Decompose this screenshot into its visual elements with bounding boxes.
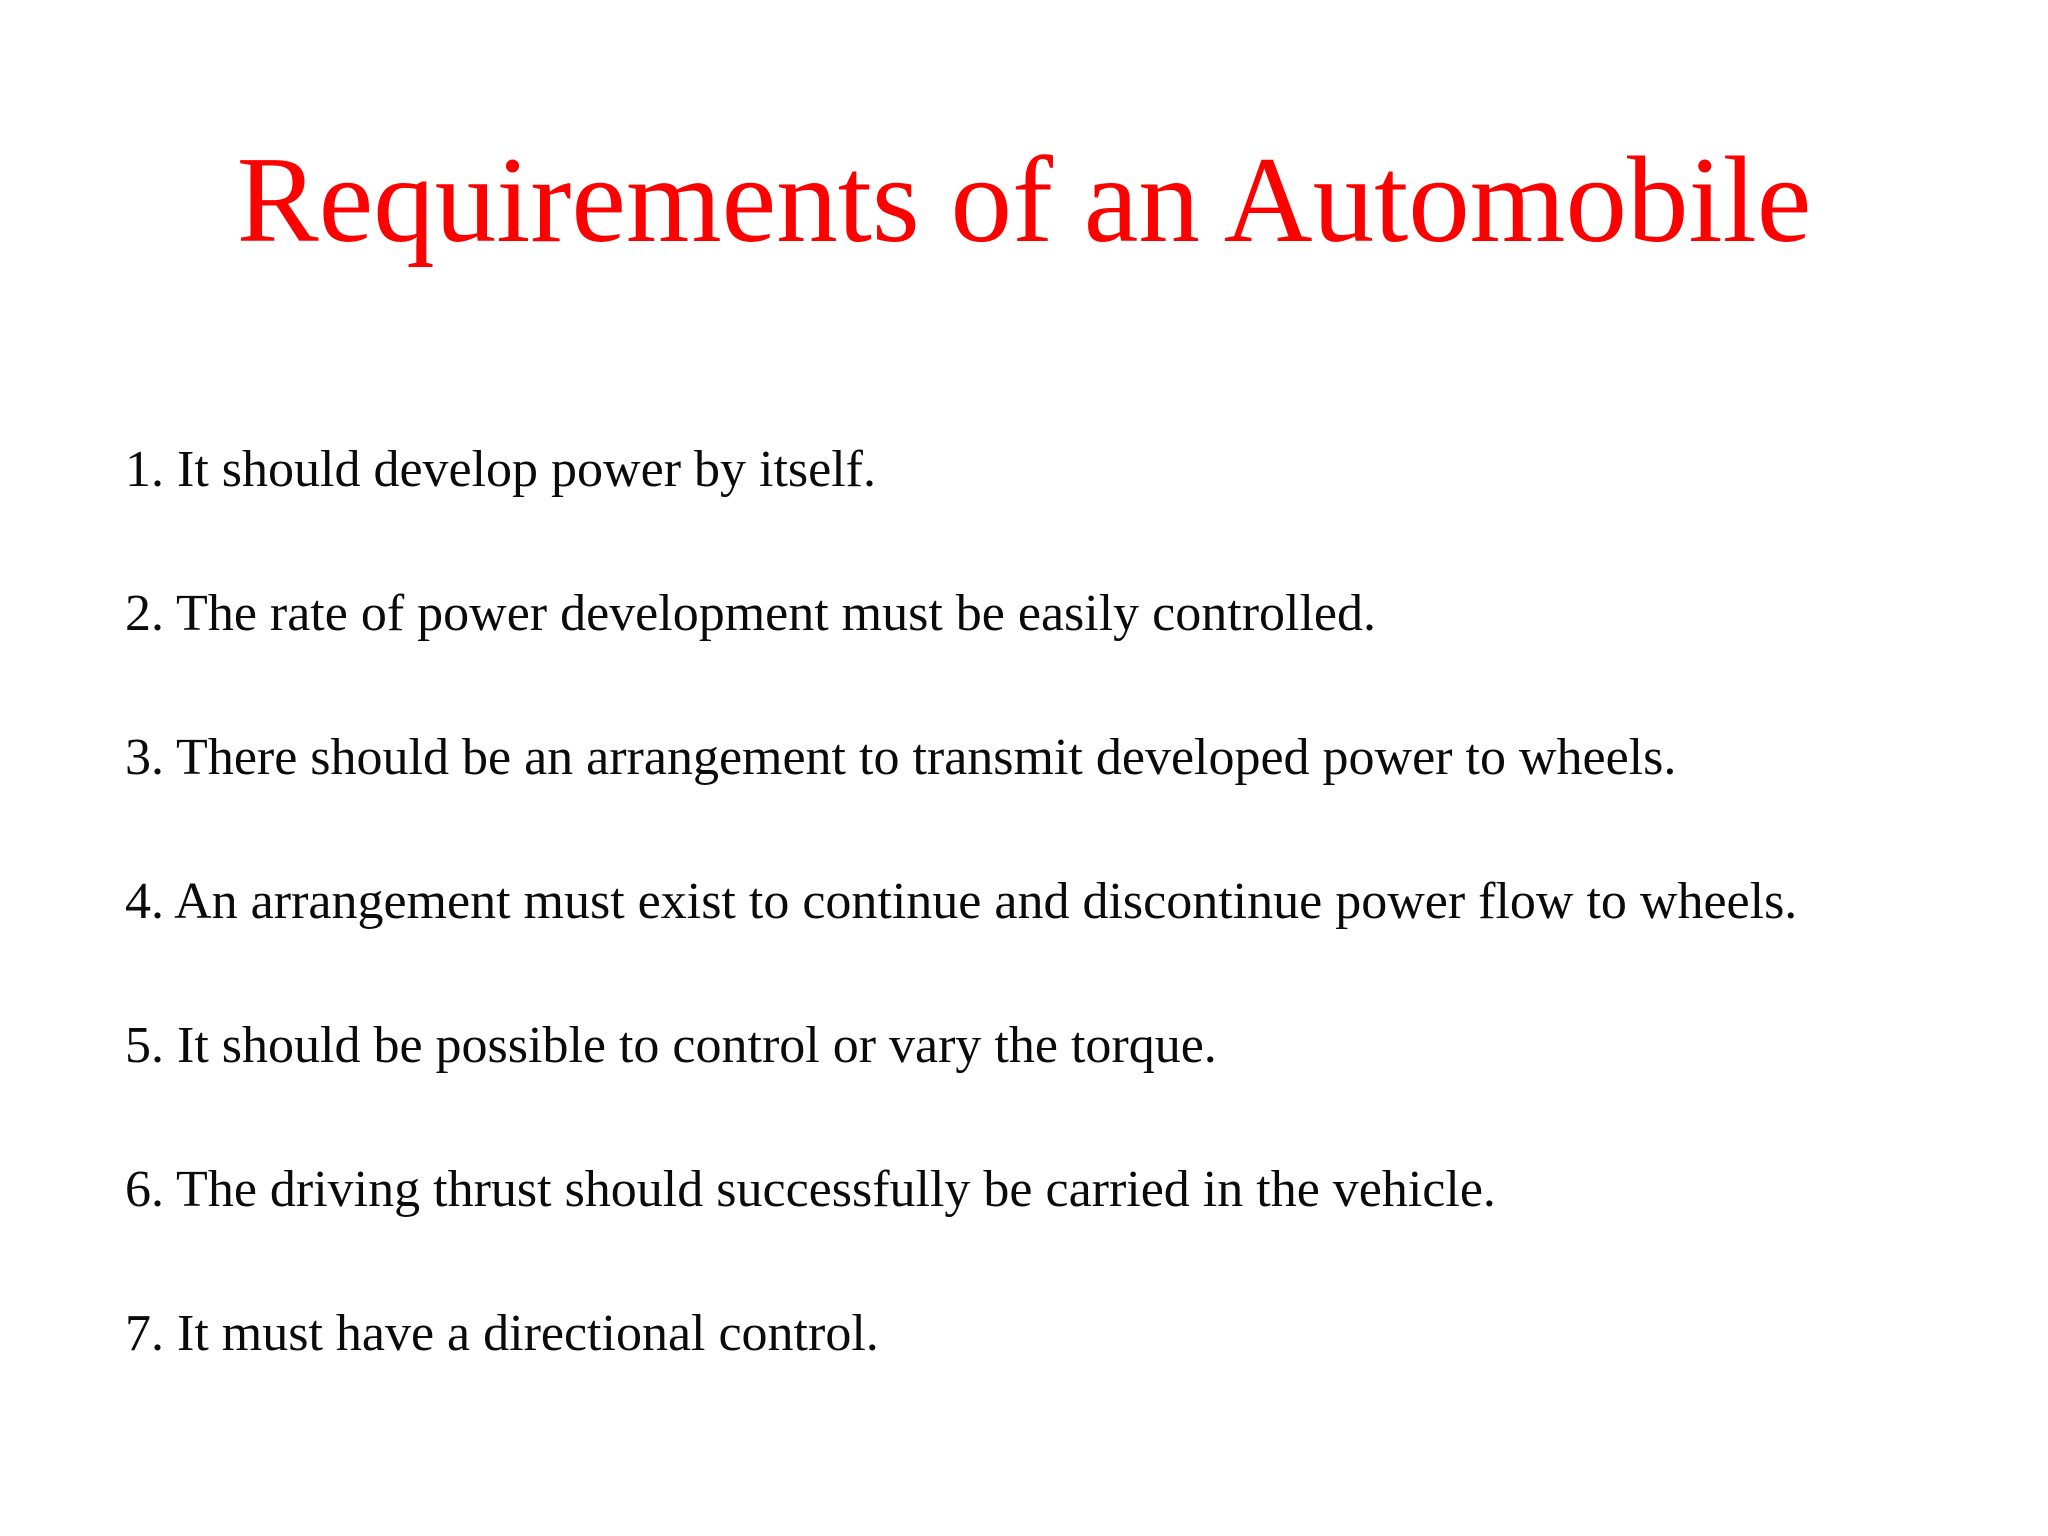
requirement-item: 4. An arrangement must exist to continue and discontinue power flow to wheels. <box>125 873 1798 930</box>
requirement-item: 7. It must have a directional control. <box>125 1305 879 1362</box>
requirements-list <box>125 440 2005 1448</box>
requirement-item: 5. It should be possible to control or vary the torque. <box>125 1017 1217 1074</box>
requirement-item: 1. It should develop power by itself. <box>125 441 876 498</box>
slide-title: Requirements of an Automobile <box>236 131 1812 268</box>
requirement-item: 3. There should be an arrangement to transmit developed power to wheels. <box>125 729 1677 786</box>
requirement-item: 2. The rate of power development must be easily controlled. <box>125 585 1376 642</box>
requirement-item: 6. The driving thrust should successfully be carried in the vehicle. <box>125 1161 1496 1218</box>
